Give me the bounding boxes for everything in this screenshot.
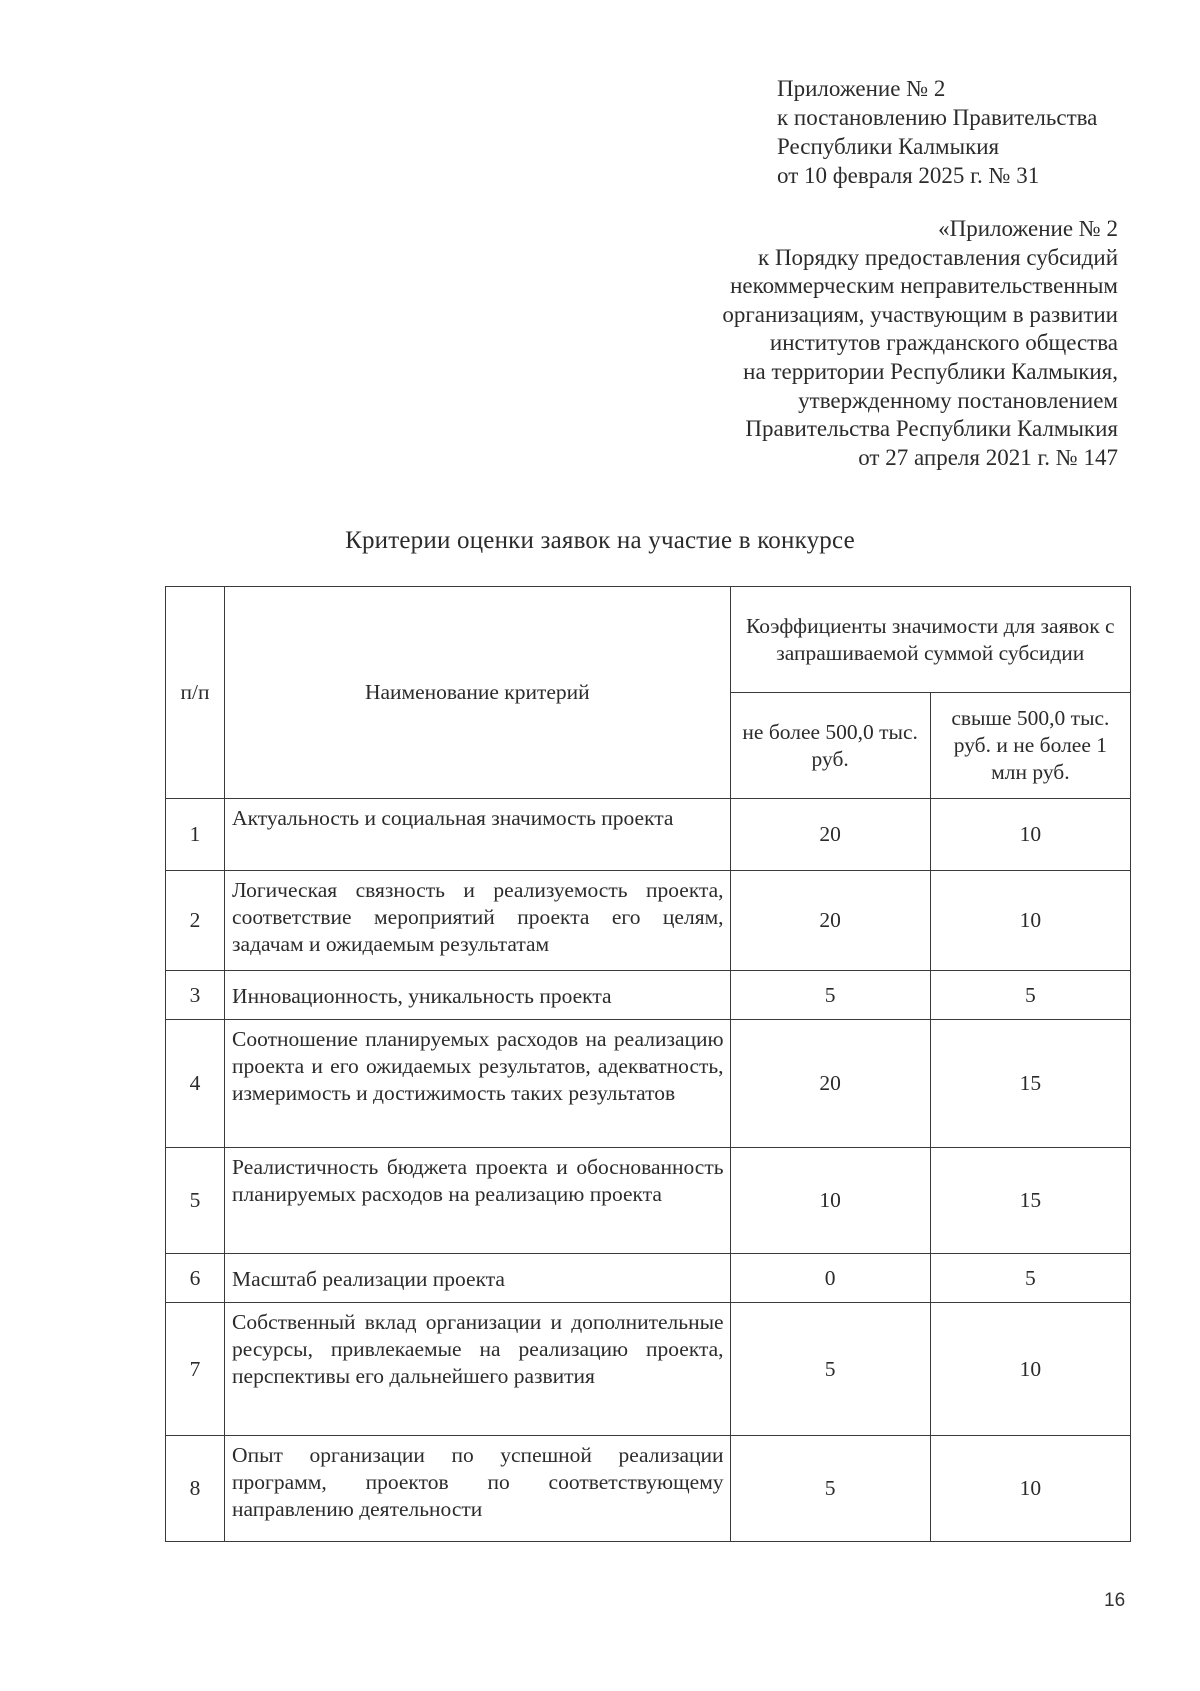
- row-criterion: Собственный вклад организации и дополнительные ресурсы, привлекаемые на реализацию проекта, перспективы его дальнейшего развития: [225, 1303, 731, 1436]
- appendix-line: Приложение № 2: [777, 76, 946, 101]
- row-value-b: 10: [930, 1303, 1130, 1436]
- row-number: 5: [166, 1148, 225, 1254]
- table-row: [166, 799, 1131, 871]
- header-name: Наименование критерий: [225, 587, 731, 799]
- table-row: [166, 1148, 1131, 1254]
- table-row: [166, 1436, 1131, 1542]
- row-criterion: Масштаб реализации проекта: [225, 1254, 731, 1303]
- page-number: 16: [1104, 1590, 1126, 1611]
- row-number: 7: [166, 1303, 225, 1436]
- row-criterion: Инновационность, уникальность проекта: [225, 971, 731, 1020]
- row-number: 4: [166, 1020, 225, 1148]
- table-row: [166, 1020, 1131, 1148]
- row-value-b: 5: [930, 1254, 1130, 1303]
- order-appendix-line: на территории Республики Калмыкия,: [743, 358, 1118, 384]
- row-value-b: 10: [930, 1436, 1130, 1542]
- order-appendix-line: к Порядку предоставления субсидий: [758, 244, 1118, 270]
- header-col-b: свыше 500,0 тыс. руб. и не более 1 млн руб.: [930, 693, 1130, 799]
- row-number: 3: [166, 971, 225, 1020]
- row-value-b: 15: [930, 1148, 1130, 1254]
- row-criterion: Реалистичность бюджета проекта и обоснованность планируемых расходов на реализацию проекта: [225, 1148, 731, 1254]
- table-row: [166, 1254, 1131, 1303]
- appendix-line: к постановлению Правительства: [777, 105, 1098, 130]
- appendix-header: [777, 74, 1157, 190]
- order-appendix-line: «Приложение № 2: [938, 216, 1118, 241]
- row-value-a: 20: [730, 799, 930, 871]
- row-value-a: 0: [730, 1254, 930, 1303]
- table-header-row: [166, 587, 1131, 693]
- row-value-a: 10: [730, 1148, 930, 1254]
- row-number: 2: [166, 871, 225, 971]
- row-value-a: 5: [730, 971, 930, 1020]
- order-appendix-line: от 27 апреля 2021 г. № 147: [858, 444, 1118, 470]
- appendix-line: от 10 февраля 2025 г. № 31: [777, 163, 1040, 188]
- table-row: [166, 1303, 1131, 1436]
- appendix-line: Республики Калмыкия: [777, 134, 1000, 159]
- criteria-table: [165, 586, 1131, 1542]
- row-criterion: Опыт организации по успешной реализации программ, проектов по соответствующему направлению деятельности: [225, 1436, 731, 1542]
- row-value-a: 5: [730, 1303, 930, 1436]
- row-value-a: 20: [730, 871, 930, 971]
- table-title: Критерии оценки заявок на участие в конкурсе: [345, 527, 855, 554]
- header-col-a: не более 500,0 тыс. руб.: [730, 693, 930, 799]
- order-appendix-line: некоммерческим неправительственным: [730, 273, 1118, 299]
- row-number: 1: [166, 799, 225, 871]
- header-coefficients: Коэффициенты значимости для заявок с запрашиваемой суммой субсидии: [730, 587, 1130, 693]
- header-number: п/п: [166, 587, 225, 799]
- row-value-b: 10: [930, 799, 1130, 871]
- order-appendix-line: Правительства Республики Калмыкия: [745, 416, 1118, 442]
- row-criterion: Актуальность и социальная значимость проекта: [225, 799, 731, 871]
- row-number: 6: [166, 1254, 225, 1303]
- row-criterion: Соотношение планируемых расходов на реализацию проекта и его ожидаемых результатов, адекватность, измеримость и достижимость таких результатов: [225, 1020, 731, 1148]
- order-appendix-header: [658, 215, 1118, 472]
- order-appendix-line: утвержденному постановлением: [798, 387, 1118, 413]
- row-value-b: 10: [930, 871, 1130, 971]
- row-number: 8: [166, 1436, 225, 1542]
- order-appendix-line: организациям, участвующим в развитии: [722, 301, 1118, 327]
- row-value-b: 15: [930, 1020, 1130, 1148]
- table-row: [166, 971, 1131, 1020]
- row-criterion: Логическая связность и реализуемость проекта, соответствие мероприятий проекта его целям, задачам и ожидаемым результатам: [225, 871, 731, 971]
- table-row: [166, 871, 1131, 971]
- row-value-a: 20: [730, 1020, 930, 1148]
- row-value-a: 5: [730, 1436, 930, 1542]
- order-appendix-line: институтов гражданского общества: [769, 330, 1118, 356]
- row-value-b: 5: [930, 971, 1130, 1020]
